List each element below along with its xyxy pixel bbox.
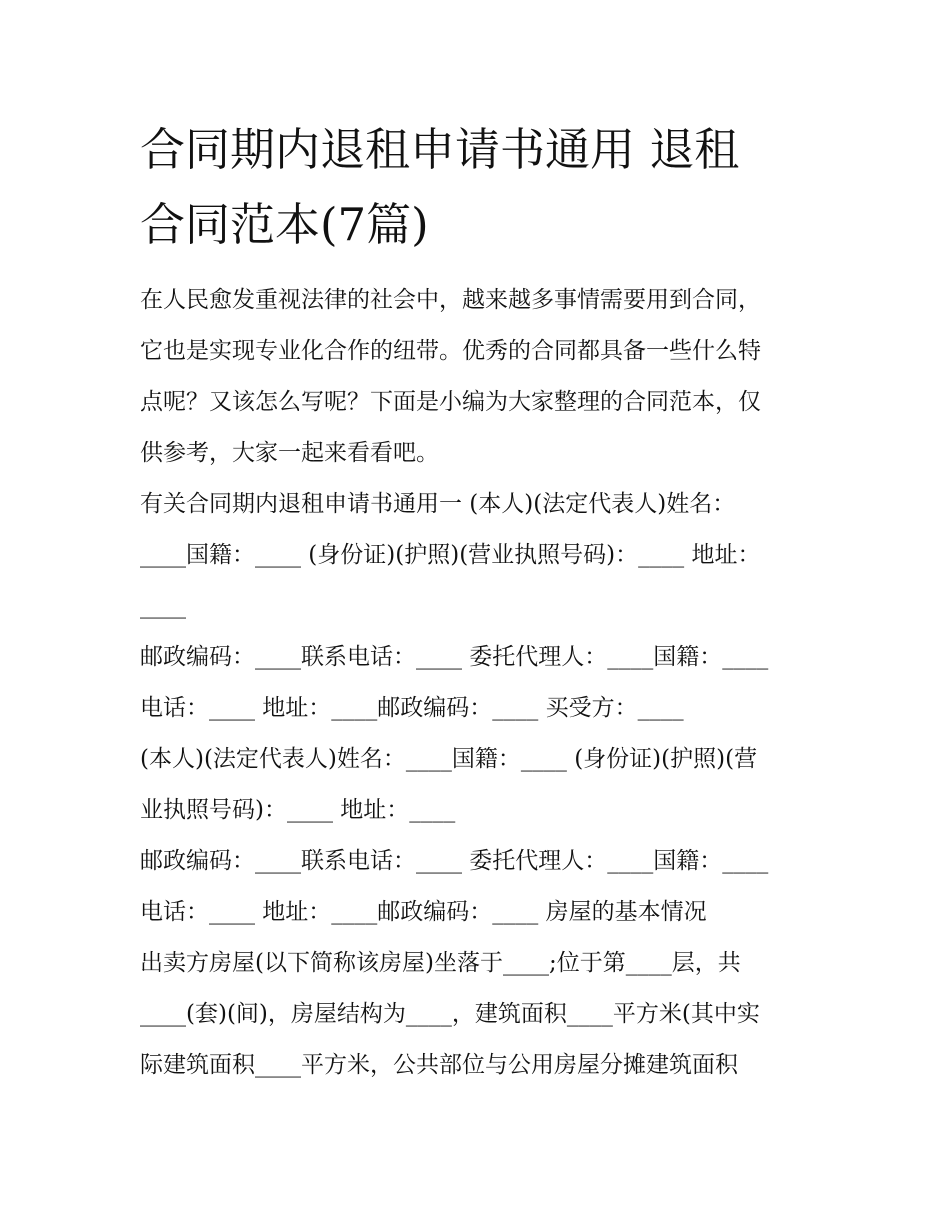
title-line-2: 合同范本(7篇)	[140, 198, 429, 251]
document-title	[140, 112, 840, 262]
body-line-9: 电话：____ 地址：____邮政编码：____ 买受方：____	[140, 695, 684, 721]
body-line-6: ____国籍：____ (身份证)(护照)(营业执照号码)：____ 地址：	[140, 542, 761, 568]
body-line-7: ____	[140, 593, 186, 619]
body-line-10: (本人)(法定代表人)姓名：____国籍：____ (身份证)(护照)(营	[140, 746, 758, 772]
body-line-14: 出卖方房屋(以下简称该房屋)坐落于____;位于第____层，共	[140, 950, 741, 976]
body-line-1: 在人民愈发重视法律的社会中，越来越多事情需要用到合同，	[140, 287, 761, 313]
body-line-11: 业执照号码)：____ 地址：____	[140, 797, 456, 823]
body-line-15: ____(套)(间)，房屋结构为____，建筑面积____平方米(其中实	[140, 1001, 760, 1027]
body-line-8: 邮政编码：____联系电话：____ 委托代理人：____国籍：____	[140, 644, 769, 670]
body-line-3: 点呢？又该怎么写呢？下面是小编为大家整理的合同范本，仅	[140, 389, 761, 415]
title-line-1: 合同期内退租申请书通用 退租	[140, 123, 740, 176]
body-line-5: 有关合同期内退租申请书通用一 (本人)(法定代表人)姓名：	[140, 491, 736, 517]
body-line-13: 电话：____ 地址：____邮政编码：____ 房屋的基本情况	[140, 899, 707, 925]
body-line-16: 际建筑面积____平方米，公共部位与公用房屋分摊建筑面积	[140, 1052, 738, 1078]
document-body	[140, 275, 840, 1091]
body-line-2: 它也是实现专业化合作的纽带。优秀的合同都具备一些什么特	[140, 338, 761, 364]
body-line-4: 供参考，大家一起来看看吧。	[140, 440, 439, 466]
body-line-12: 邮政编码：____联系电话：____ 委托代理人：____国籍：____	[140, 848, 769, 874]
